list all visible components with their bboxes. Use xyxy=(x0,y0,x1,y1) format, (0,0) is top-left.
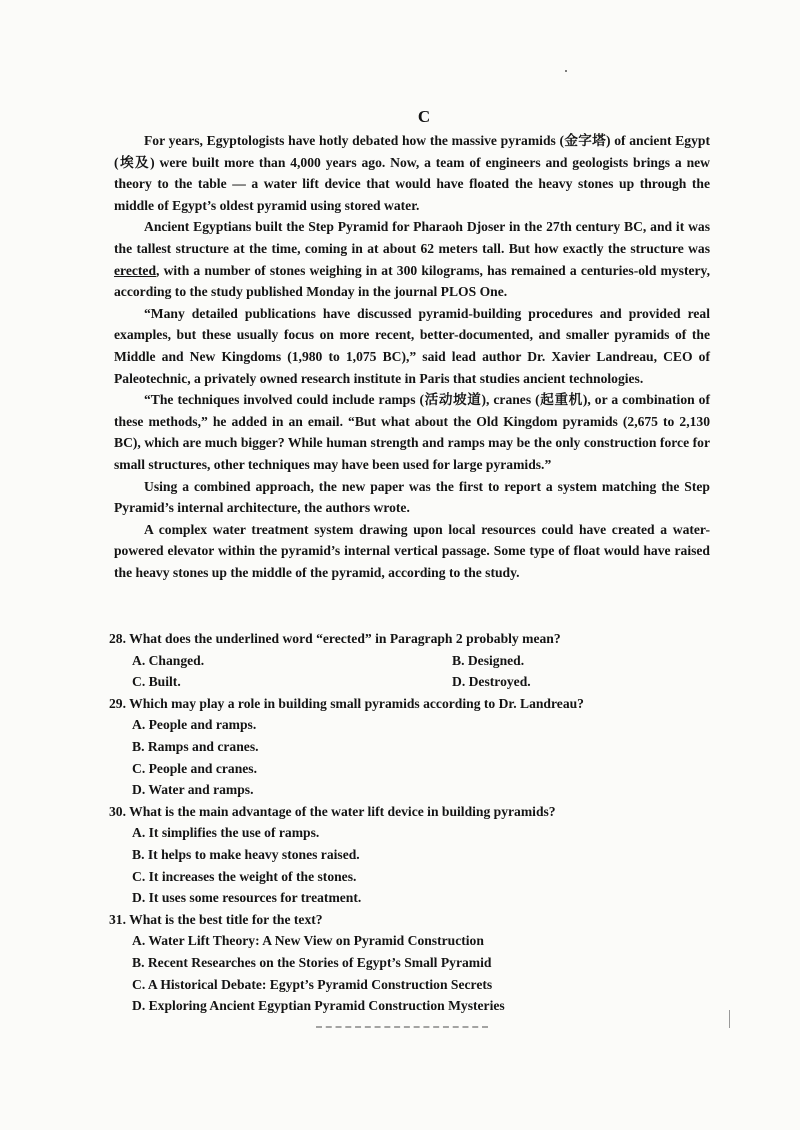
answer-options xyxy=(109,822,719,908)
paragraph-2-after: , with a number of stones weighing in at 300 kilograms, has remained a centuries-old mystery, according to the study published Monday in the journal PLOS One. xyxy=(114,262,710,300)
page-footer-mark xyxy=(316,1026,488,1033)
question-stem: 28. What does the underlined word “erected” in Paragraph 2 probably mean? xyxy=(109,631,561,646)
paragraph-6: A complex water treatment system drawing upon local resources could have created a water-powered elevator within the pyramid’s internal vertical passage. Some type of float would have raised the heavy stones up the middle of the pyramid, according to the study. xyxy=(114,521,710,580)
option-c: C. It increases the weight of the stones. xyxy=(132,868,357,884)
answer-options xyxy=(109,714,719,800)
paragraph-2-before: Ancient Egyptians built the Step Pyramid for Pharaoh Djoser in the 27th century BC, and it was the tallest structure at the time, coming in at about 62 meters tall. But how exactly the structure was xyxy=(114,219,710,256)
option-b: B. It helps to make heavy stones raised. xyxy=(132,846,360,862)
answer-options xyxy=(109,930,719,1016)
paragraph-5: Using a combined approach, the new paper was the first to report a system matching the Step Pyramid’s internal architecture, the authors wrote. xyxy=(114,478,710,516)
option-a: A. Changed. xyxy=(132,652,205,668)
option-c: C. A Historical Debate: Egypt’s Pyramid Construction Secrets xyxy=(132,976,493,992)
option-c: C. People and cranes. xyxy=(132,760,257,776)
scan-edge-mark xyxy=(729,1010,730,1028)
paragraph-2 xyxy=(114,216,710,302)
option-b: B. Recent Researches on the Stories of Egypt’s Small Pyramid xyxy=(132,954,492,970)
question-list xyxy=(109,628,719,1017)
option-a: A. Water Lift Theory: A New View on Pyramid Construction xyxy=(132,933,484,949)
answer-options xyxy=(109,650,719,693)
scan-speck xyxy=(565,70,567,72)
option-d: D. Destroyed. xyxy=(452,674,531,690)
reading-passage xyxy=(114,130,710,583)
option-a: A. It simplifies the use of ramps. xyxy=(132,825,320,841)
question-stem: 31. What is the best title for the text? xyxy=(109,911,323,927)
paragraph-1: For years, Egyptologists have hotly debated how the massive pyramids (金字塔) of ancient Egypt (埃及) were built more than 4,000 years ago. Now, a team of engineers and geologists brings a new theory to the table — a water lift device that would have floated the heavy stones up through the middle of Egypt’s oldest pyramid using stored water. xyxy=(114,133,710,213)
paragraph-4: “The techniques involved could include ramps (活动坡道), cranes (起重机), or a combination of these methods,” he added in an email. “But what about the Old Kingdom pyramids (2,675 to 2,130 BC), which are much bigger? While human strength and ramps may be the only construction force for small structures, other techniques may have been used for large pyramids.” xyxy=(114,392,710,472)
underlined-word: erected xyxy=(114,262,157,278)
question-stem: 30. What is the main advantage of the water lift device in building pyramids? xyxy=(109,803,556,819)
option-a: A. People and ramps. xyxy=(132,717,257,733)
question-30 xyxy=(109,801,719,909)
option-d: D. It uses some resources for treatment. xyxy=(132,890,362,906)
question-stem: 29. Which may play a role in building small pyramids according to Dr. Landreau? xyxy=(109,695,584,711)
option-b: B. Ramps and cranes. xyxy=(132,738,259,754)
paragraph-3: “Many detailed publications have discussed pyramid-building procedures and provided real examples, but these usually focus on more recent, better-documented, and smaller pyramids of the Middle and New Kingdoms (1,980 to 1,075 BC),” said lead author Dr. Xavier Landreau, CEO of Paleotechnic, a privately owned research institute in Paris that studies ancient technologies. xyxy=(114,305,710,386)
question-28 xyxy=(109,628,719,693)
option-d: D. Exploring Ancient Egyptian Pyramid Construction Mysteries xyxy=(132,998,505,1014)
option-d: D. Water and ramps. xyxy=(132,782,254,798)
section-heading: C xyxy=(417,107,431,126)
question-31 xyxy=(109,909,719,1017)
question-29 xyxy=(109,693,719,801)
option-c: C. Built. xyxy=(132,674,181,690)
option-b: B. Designed. xyxy=(452,652,525,668)
